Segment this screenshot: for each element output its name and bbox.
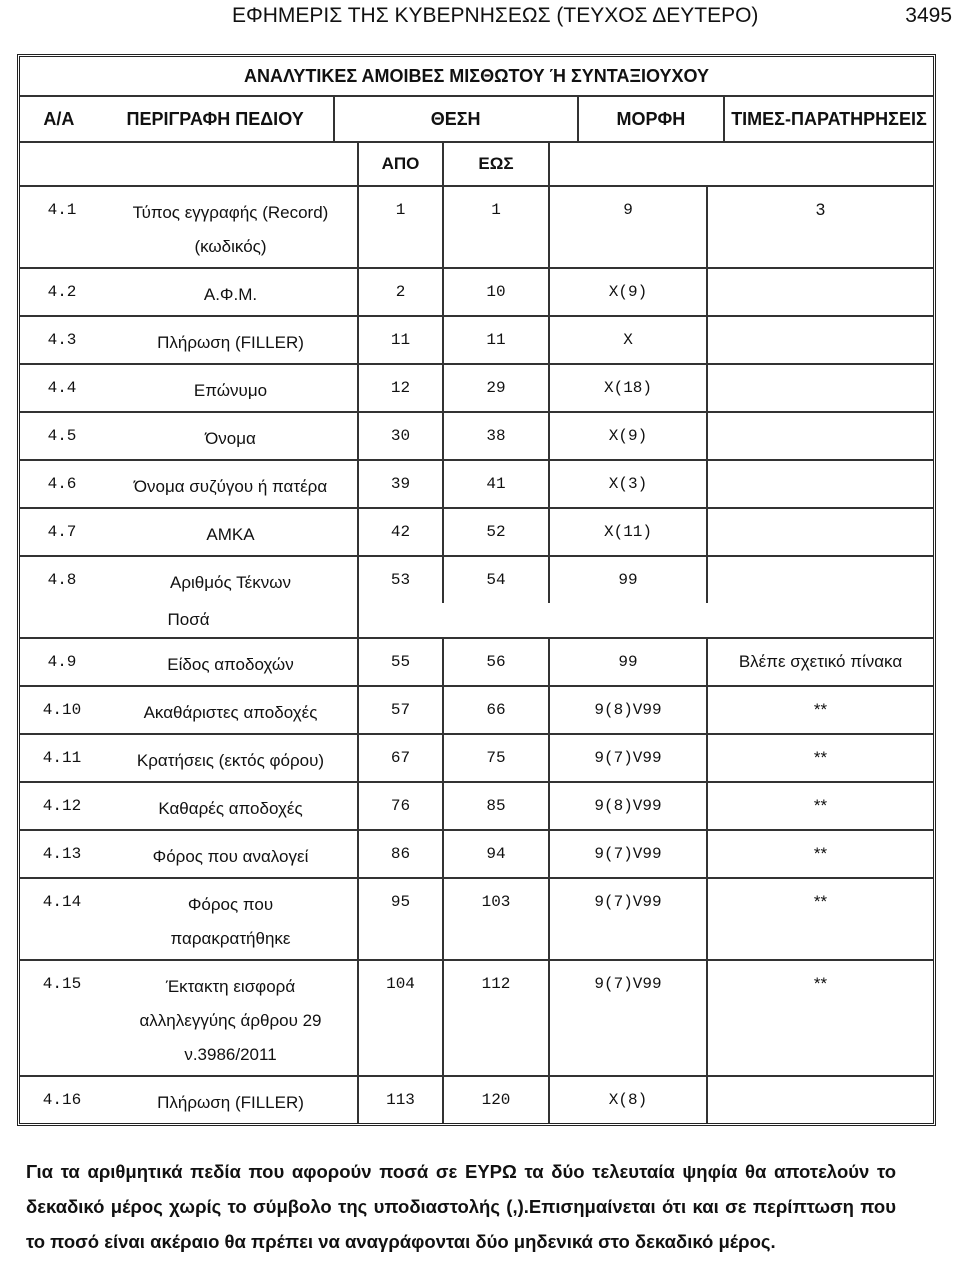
cell-from: 104: [359, 961, 444, 1075]
cell-aa: 4.2: [47, 283, 77, 301]
cell-to: 56: [444, 639, 550, 685]
cell-remarks: **: [813, 844, 828, 863]
header-to: ΕΩΣ: [444, 143, 550, 185]
cell-remarks: [708, 461, 933, 507]
cell-aa: 4.13: [42, 845, 82, 863]
cell-to: 29: [444, 365, 550, 411]
cell-remarks: [708, 365, 933, 411]
cell-description: [104, 1077, 359, 1123]
cell-description: [104, 687, 359, 733]
cell-format: 9(8)V99: [550, 687, 708, 733]
description-line: Όνομα συζύγου ή πατέρα: [133, 477, 328, 496]
header-remarks: ΤΙΜΕΣ-ΠΑΡΑΤΗΡΗΣΕΙΣ: [731, 109, 927, 129]
cell-format: Χ(11): [550, 509, 708, 555]
table-row: [20, 187, 933, 269]
cell-from: 11: [359, 317, 444, 363]
cell-to: 52: [444, 509, 550, 555]
cell-to: 38: [444, 413, 550, 459]
table-title-row: [20, 57, 933, 97]
page-header: [0, 2, 960, 32]
cell-from: 2: [359, 269, 444, 315]
table-row: [20, 317, 933, 365]
gazette-title: ΕΦΗΜΕΡΙΣ ΤΗΣ ΚΥΒΕΡΝΗΣΕΩΣ (ΤΕΥΧΟΣ ΔΕΥΤΕΡΟ): [232, 4, 759, 27]
cell-to: 112: [444, 961, 550, 1075]
cell-from: 1: [359, 187, 444, 267]
cell-format: 9(7)V99: [550, 831, 708, 877]
table-subheader-row: [20, 143, 933, 187]
table-row: [20, 831, 933, 879]
cell-aa: 4.12: [42, 797, 82, 815]
table-row: [20, 557, 933, 603]
cell-aa: 4.14: [42, 893, 82, 911]
cell-to: 66: [444, 687, 550, 733]
cell-format: 9(7)V99: [550, 879, 708, 959]
description-line: παρακρατήθηκε: [170, 929, 291, 948]
description-line: Είδος αποδοχών: [167, 655, 294, 674]
cell-remarks: **: [813, 974, 828, 993]
table-row: [20, 639, 933, 687]
table-row: [20, 365, 933, 413]
cell-aa: 4.6: [47, 475, 77, 493]
cell-from: 76: [359, 783, 444, 829]
cell-from: 67: [359, 735, 444, 781]
cell-remarks: [708, 509, 933, 555]
cell-remarks: Βλέπε σχετικό πίνακα: [738, 652, 903, 671]
cell-to: 75: [444, 735, 550, 781]
cell-description: [104, 879, 359, 959]
cell-description: [104, 783, 359, 829]
cell-from: 39: [359, 461, 444, 507]
cell-aa: 4.10: [42, 701, 82, 719]
cell-to: 11: [444, 317, 550, 363]
page-number: 3495: [905, 4, 952, 27]
description-line: Έκτακτη εισφορά: [165, 977, 296, 996]
cell-remarks: **: [813, 892, 828, 911]
header-aa: Α/Α: [43, 109, 75, 129]
cell-from: 30: [359, 413, 444, 459]
cell-to: 94: [444, 831, 550, 877]
header-position: ΘΕΣΗ: [335, 97, 579, 141]
cell-format: Χ(9): [550, 413, 708, 459]
table-title: ΑΝΑΛΥΤΙΚΕΣ ΑΜΟΙΒΕΣ ΜΙΣΘΩΤΟΥ Ή ΣΥΝΤΑΞΙΟΥΧΟΥ: [243, 66, 710, 86]
cell-remarks: [708, 317, 933, 363]
cell-aa: 4.5: [47, 427, 77, 445]
cell-description: [104, 461, 359, 507]
cell-aa: 4.11: [42, 749, 82, 767]
cell-description: [104, 269, 359, 315]
description-line: Πλήρωση (FILLER): [157, 333, 304, 352]
cell-format: 99: [550, 557, 708, 603]
cell-remarks: [708, 269, 933, 315]
cell-format: 9(7)V99: [550, 735, 708, 781]
table-row: [20, 961, 933, 1077]
cell-from: 55: [359, 639, 444, 685]
table-row: [20, 269, 933, 317]
cell-description: [104, 365, 359, 411]
cell-format: Χ(8): [550, 1077, 708, 1123]
amounts-section-row: [20, 603, 933, 639]
cell-description: [104, 557, 359, 603]
cell-remarks: **: [813, 700, 828, 719]
description-line: Όνομα: [205, 429, 256, 448]
cell-from: 86: [359, 831, 444, 877]
cell-to: 41: [444, 461, 550, 507]
table-row: [20, 783, 933, 831]
description-line: Ακαθάριστες αποδοχές: [143, 703, 318, 722]
cell-remarks: **: [813, 796, 828, 815]
cell-to: 85: [444, 783, 550, 829]
description-line: Τύπος εγγραφής (Record): [132, 203, 329, 222]
footnote: Για τα αριθμητικά πεδία που αφορούν ποσά σε ΕΥΡΩ τα δύο τελευταία ψηφία θα αποτελούν το δεκαδικό μέρος χωρίς το σύμβολο της υποδιαστολής (,).Επισημαίνεται ότι και σε περίπτωση που το ποσό είναι ακέραιο θα πρέπει να αναγράφονται δύο μηδενικά στο δεκαδικό μέρος.: [26, 1161, 896, 1252]
cell-remarks: **: [813, 748, 828, 767]
amounts-rest: [359, 603, 933, 637]
cell-format: Χ(18): [550, 365, 708, 411]
cell-remarks: [708, 413, 933, 459]
cell-format: Χ(3): [550, 461, 708, 507]
subheader-rest: [550, 143, 933, 185]
cell-to: 54: [444, 557, 550, 603]
field-table: [17, 54, 936, 1126]
cell-aa: 4.15: [42, 975, 82, 993]
cell-aa: 4.4: [47, 379, 77, 397]
cell-aa: 4.9: [47, 653, 77, 671]
cell-from: 12: [359, 365, 444, 411]
description-line: Αριθμός Τέκνων: [170, 573, 291, 592]
description-line: (κωδικός): [194, 237, 267, 256]
description-line: Πλήρωση (FILLER): [157, 1093, 304, 1112]
table-row: [20, 509, 933, 557]
cell-description: [104, 961, 359, 1075]
description-line: ΑΜΚΑ: [206, 525, 255, 544]
cell-description: [104, 509, 359, 555]
description-line: Φόρος που: [187, 895, 274, 914]
cell-format: 9: [550, 187, 708, 267]
cell-aa: 4.3: [47, 331, 77, 349]
cell-description: [104, 831, 359, 877]
cell-description: [104, 639, 359, 685]
cell-to: 1: [444, 187, 550, 267]
cell-from: 53: [359, 557, 444, 603]
cell-aa: 4.8: [47, 571, 77, 589]
cell-format: Χ(9): [550, 269, 708, 315]
header-format: ΜΟΡΦΗ: [579, 97, 725, 141]
subheader-blank: [20, 143, 359, 185]
cell-aa: 4.1: [47, 201, 77, 219]
cell-format: 9(7)V99: [550, 961, 708, 1075]
cell-from: 95: [359, 879, 444, 959]
cell-description: [104, 187, 359, 267]
cell-description: [104, 735, 359, 781]
cell-format: 9(8)V99: [550, 783, 708, 829]
cell-aa: 4.16: [42, 1091, 82, 1109]
table-row: [20, 687, 933, 735]
table-header-row: [20, 97, 933, 143]
table-row: [20, 879, 933, 961]
cell-format: 99: [550, 639, 708, 685]
cell-remarks: [708, 1077, 933, 1123]
cell-aa: 4.7: [47, 523, 77, 541]
description-line: Φόρος που αναλογεί: [152, 847, 309, 866]
cell-remarks: 3: [815, 200, 826, 219]
description-line: Α.Φ.Μ.: [203, 285, 258, 304]
description-line: Καθαρές αποδοχές: [158, 799, 303, 818]
description-line: Κρατήσεις (εκτός φόρου): [136, 751, 325, 770]
description-line: ν.3986/2011: [184, 1045, 277, 1064]
table-row: [20, 735, 933, 783]
cell-description: [104, 413, 359, 459]
description-line: Επώνυμο: [193, 381, 268, 400]
cell-remarks: [708, 557, 933, 603]
table-row: [20, 461, 933, 509]
cell-description: [104, 317, 359, 363]
description-line: αλληλεγγύης άρθρου 29: [139, 1011, 322, 1030]
table-row: [20, 1077, 933, 1123]
cell-to: 120: [444, 1077, 550, 1123]
table-row: [20, 413, 933, 461]
cell-from: 42: [359, 509, 444, 555]
cell-format: Χ: [550, 317, 708, 363]
cell-from: 113: [359, 1077, 444, 1123]
amounts-label: Ποσά: [20, 603, 359, 637]
header-from: ΑΠΟ: [359, 143, 444, 185]
header-description: ΠΕΡΙΓΡΑΦΗ ΠΕΔΙΟΥ: [98, 97, 335, 141]
cell-from: 57: [359, 687, 444, 733]
cell-to: 10: [444, 269, 550, 315]
cell-to: 103: [444, 879, 550, 959]
